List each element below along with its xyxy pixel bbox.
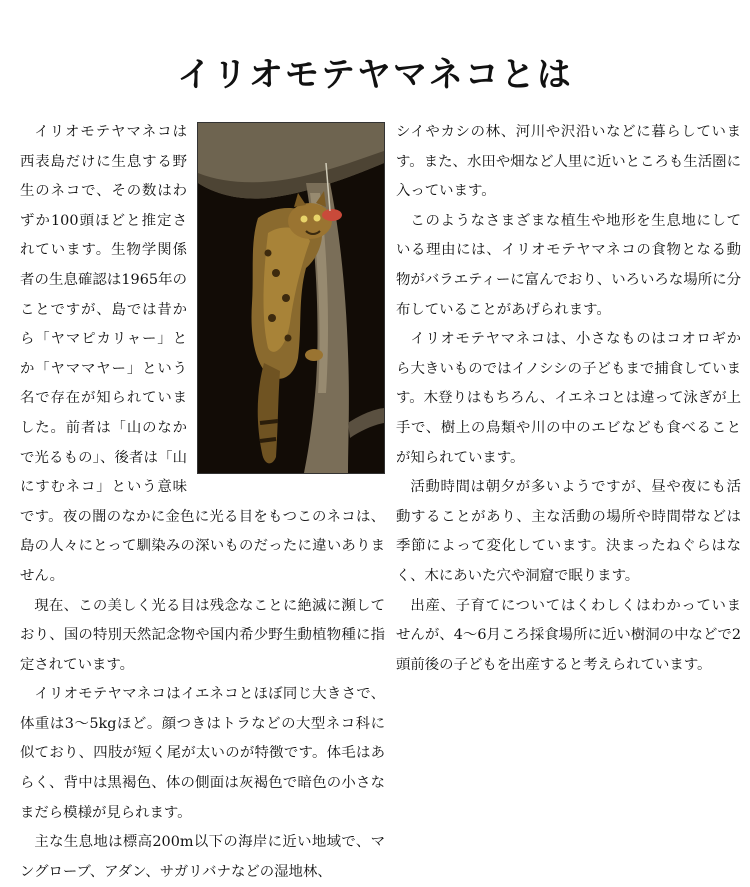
paragraph: 主な生息地は標高200m以下の海岸に近い地域で、マングローブ、アダン、サガリバナなどの湿地林、 — [20, 834, 385, 880]
paragraph: 現在、この美しく光る目は残念なことに絶滅に瀕しており、国の特別天然記念物や国内希少野生動植物種に指定されています。 — [20, 597, 385, 673]
text-column-right — [396, 118, 741, 790]
paragraph: 出産、子育てについてはくわしくはわかっていませんが、4～6月ころ採食場所に近い樹洞の中などで2頭前後の子どもを出産すると考えられています。 — [396, 597, 741, 673]
text-column-left — [20, 118, 385, 880]
page-title: イリオモテヤマネコとは — [177, 54, 573, 95]
paragraph: イリオモテヤマネコはイエネコとほぼ同じ大きさで、体重は3～5kgほど。顔つきはトラなどの大型ネコ科に似ており、四肢が短く尾が太いのが特徴です。体毛はあらく、背中は黒褐色、体の側面は灰褐色で暗色の小さなまだら模様が見られます。 — [20, 686, 385, 821]
paragraph: イリオモテヤマネコは西表島だけに生息する野生のネコで、その数はわずか100頭ほどと推定されています。生物学関係者の生息確認は1965年のことですが、島では昔から「ヤマピカリャー」とか「ヤママヤー」という名で存在が知られていました。前者は「山のなかで光るもの」、後者は「山にすむネコ」という意味です。夜の闇のなかに金色に光る目をもつこのネコは、島の人々にとって馴染みの深いものだったに違いありません。 — [20, 124, 385, 584]
paragraph: イリオモテヤマネコは、小さなものはコオロギから大きいものではイノシシの子どもまで捕食しています。木登りはもちろん、イエネコとは違って泳ぎが上手で、樹上の鳥類や川の中のエビなども食べることが知られています。 — [396, 331, 741, 466]
paragraph: このようなさまざまな植生や地形を生息地にしている理由には、イリオモテヤマネコの食物となる動物がバラエティーに富んでおり、いろいろな場所に分布していることがあげられます。 — [396, 212, 741, 318]
paragraph: 活動時間は朝夕が多いようですが、昼や夜にも活動することがあり、主な活動の場所や時間帯などは季節によって変化しています。決まったねぐらはなく、木にあいた穴や洞窟で眠ります。 — [396, 479, 741, 584]
paragraph-continued: シイやカシの林、河川や沢沿いなどに暮らしています。また、水田や畑など人里に近いところも生活圏に入っています。 — [396, 124, 741, 200]
cat-on-tree-photo — [197, 122, 385, 474]
